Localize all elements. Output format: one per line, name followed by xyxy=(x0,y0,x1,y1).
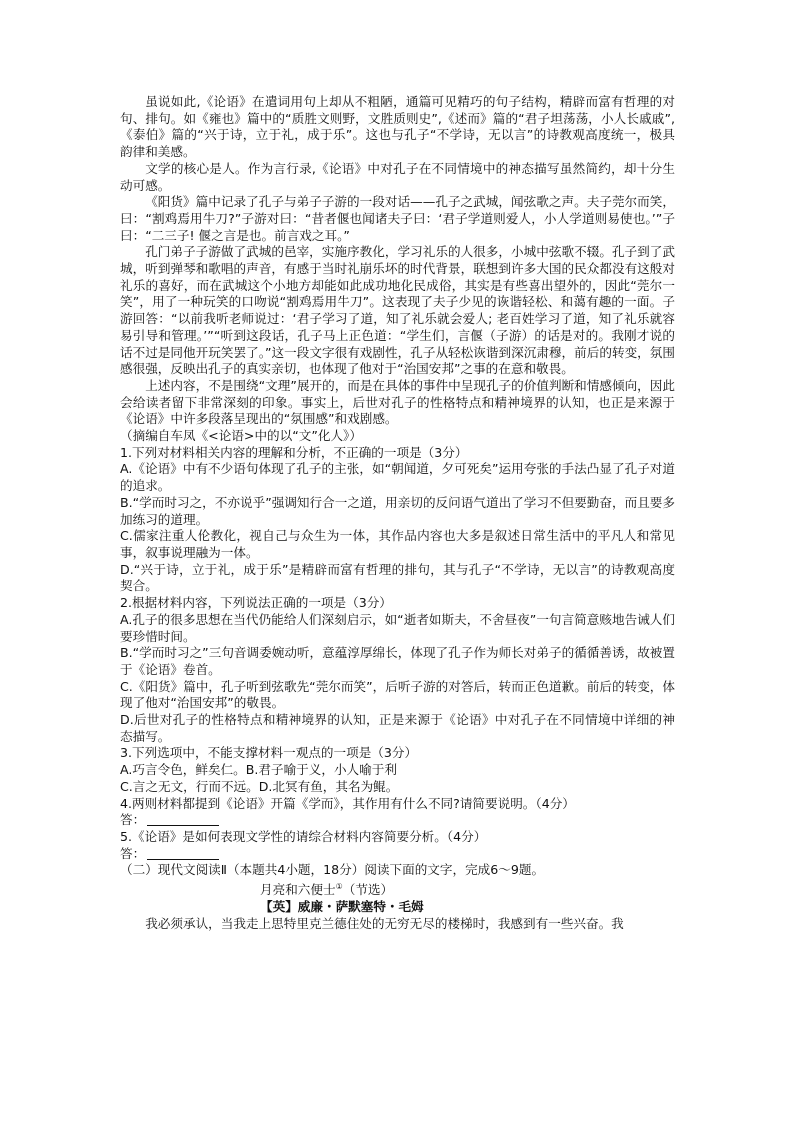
question-5-answer xyxy=(120,846,675,863)
passage-paragraph-3: 《阳货》篇中记录了孔子与弟子子游的一段对话——孔子之武城，闻弦歌之声。夫子莞尔而笑，曰：“割鸡焉用牛刀?”子游对曰：“昔者偃也闻诸夫子曰：‘君子学道则爱人，小人学道则易使也。’”子曰：“二三子! 偃之言是也。前言戏之耳。” xyxy=(120,194,675,243)
question-3-options-row-1: A.巧言令色，鲜矣仁。B.君子喻于义，小人喻于利 xyxy=(120,762,397,778)
passage-paragraph-5: 上述内容，不是围绕“文理”展开的，而是在具体的事件中呈现孔子的价值判断和情感倾向，因此会给读者留下非常深刻的印象。事实上，后世对孔子的性格特点和精神境界的认知，也正是来源于《论语》中许多段落呈现出的“氛围感”和戏剧感。 xyxy=(120,377,675,427)
answer-label: 答： xyxy=(120,812,146,828)
question-4-text: 4.两则材料都提到《论语》开篇《学而》，其作用有什么不同?请简要说明。（4分） xyxy=(120,795,575,811)
question-1-option-a: A.《论语》中有不少语句体现了孔子的主张，如“朝闻道，夕可死矣”运用夸张的手法凸显了孔子对道的追求。 xyxy=(120,461,675,494)
question-2-option-a: A.孔子的很多思想在当代仍能给人们深刻启示，如“逝者如斯夫，不舍昼夜”一句言简意赅地告诫人们要珍惜时间。 xyxy=(120,611,675,644)
question-2-option-b: B.“学而时习之”三句音调委婉动听，意蕴淳厚绵长，体现了孔子作为师长对弟子的循循善诱，故被置于《论语》卷首。 xyxy=(120,645,675,677)
question-5-text: 5.《论语》是如何表现文学性的请综合材料内容简要分析。（4分） xyxy=(120,828,487,844)
answer-blank[interactable] xyxy=(147,813,219,826)
story-author: 【英】威廉・萨默塞特・毛姆 xyxy=(260,898,424,914)
question-2-option-c: C.《阳货》篇中，孔子听到弦歌先“莞尔而笑”，后听子游的对答后，转而正色道歉。前后的转变，体现了他对“治国安邦”的敬畏。 xyxy=(120,678,675,711)
passage-paragraph-2: 文学的核心是人。作为言行录,《论语》中对孔子在不同情境中的神态描写虽然简约，却十分生动可感。 xyxy=(120,160,675,193)
question-4-answer xyxy=(120,812,675,829)
question-1-option-d: D.“兴于诗，立于礼，成于乐”是精辟而富有哲理的排句，其与孔子“不学诗，无以言”的诗教观高度契合。 xyxy=(120,561,675,594)
question-1-stem: 1.下列对材料相关内容的理解和分析，不正确的一项是（3分） xyxy=(120,444,468,460)
section-2-heading: （二）现代文阅读Ⅱ（本题共4小题，18分）阅读下面的文字，完成6～9题。 xyxy=(120,862,545,878)
answer-blank[interactable] xyxy=(147,847,219,860)
page-content xyxy=(120,94,675,932)
question-2-option-d: D.后世对孔子的性格特点和精神境界的认知，正是来源于《论语》中对孔子在不同情境中详细的神态描写。 xyxy=(120,712,675,744)
question-2-stem: 2.根据材料内容，下列说法正确的一项是（3分） xyxy=(120,595,392,611)
question-3-stem: 3.下列选项中，不能支撑材料一观点的一项是（3分） xyxy=(120,745,418,761)
footnote-marker: ① xyxy=(335,882,343,892)
passage-paragraph-4: 孔门弟子子游做了武城的邑宰，实施序教化，学习礼乐的人很多，小城中弦歌不辍。孔子到了武城，听到弹琴和歌唱的声音，有感于当时礼崩乐坏的时代背景，联想到许多大国的民众都没有这般对礼乐的喜好，而在武城这个小地方却能如此成功地化民成俗，其实是有些喜出望外的，因此“莞尔一笑”，用了一种玩笑的口吻说“割鸡焉用牛刀”。这表现了夫子少见的诙谐轻松、和蔼有趣的一面。子游回答：“以前我听老师说过：‘君子学习了道，知了礼乐就会爱人; 老百姓学习了道，知了礼乐就容易引导和管理。’”“听到这段话，孔子马上正色道：“学生们，言偃（子游）的话是对的。我刚才说的话不过是同他开玩笑罢了。”这一段文字很有戏剧性，孔子从轻松诙谐到深沉肃穆，前后的转变，氛围感很强，反映出孔子的真实亲切，也体现了他对于“治国安邦”之事的在意和敬畏。 xyxy=(120,244,675,377)
question-1-option-b: B.“学而时习之，不亦说乎”强调知行合一之道，用亲切的反问语气道出了学习不但要勤奋，而且要多加练习的道理。 xyxy=(120,494,675,527)
story-title: 月亮和六便士 xyxy=(260,882,336,898)
story-title-suffix: （节选） xyxy=(342,882,394,898)
passage-paragraph-1: 虽说如此,《论语》在遣词用句上却从不粗陋，通篇可见精巧的句子结构，精辟而富有哲理的对句、排句。如《雍也》篇中的“质胜文则野，文胜质则史”,《述而》篇的“君子坦荡荡，小人长戚戚”,《泰伯》篇的“兴于诗，立于礼，成于乐”。这也与孔子“不学诗，无以言”的诗教观高度统一，极具韵律和美感。 xyxy=(120,94,675,160)
story-first-line: 我必须承认，当我走上思特里克兰德住处的无穷无尽的楼梯时，我感到有一些兴奋。我 xyxy=(145,915,624,931)
section-2-title xyxy=(120,879,675,899)
question-3-options-row-2: C.言之无文，行而不远。D.北冥有鱼，其名为鲲。 xyxy=(120,778,399,794)
question-1-option-c: C.儒家注重人伦教化，视自己与众生为一体，其作品内容也大多是叙述日常生活中的平凡人和常见事，叙事说理融为一体。 xyxy=(120,528,675,560)
answer-label: 答： xyxy=(120,845,146,861)
passage-source: （摘编自车凤《<论语>中的以“文”化人》） xyxy=(120,428,362,444)
